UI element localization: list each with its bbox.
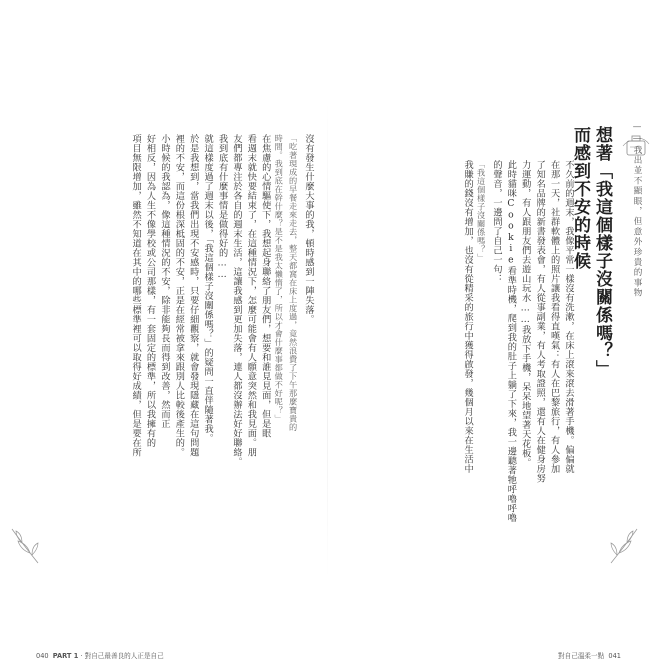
leaf-branch-icon bbox=[607, 525, 641, 565]
paragraph: 項目無限增加，雖然不知道在其中的哪些標準裡可以取得好成績，但是要在所 bbox=[130, 134, 142, 457]
paragraph: 力運動，有人跟朋友們去遊山玩水……我放下手機，呆呆地望著天花板。 bbox=[519, 160, 531, 468]
chapter-title-line-2: 而感到不安的時候 bbox=[570, 126, 590, 270]
paragraph: 不久前的週末，我像平常一樣沒有洗漱，在床上滾來滾去滑著手機。偏偏就 bbox=[563, 160, 574, 474]
paragraph: 的聲音，一邊問了自己一句： bbox=[490, 160, 502, 284]
paragraph: 我賺的錢沒有增加，也沒有從精采的旅行中獲得啟發，幾個月以來在生活中 bbox=[462, 160, 474, 474]
right-page-body bbox=[460, 160, 575, 600]
quote-line: 「我這個樣子沒關係嗎？」 bbox=[476, 160, 487, 262]
paragraph: 小時候的我認為，像這種情況的不安，除非能夠長而得到改善，然而正 bbox=[158, 134, 170, 429]
folio-right bbox=[558, 650, 621, 660]
running-head: 對自己溫柔一點 bbox=[558, 652, 605, 660]
left-page-body bbox=[128, 134, 315, 574]
right-page bbox=[328, 120, 655, 660]
running-head: ‧ 對自己最善良的人正是自己 bbox=[80, 652, 164, 660]
paragraph: 了知名品牌的新書發表會，有人從事副業，有人考取證照，還有人在健身房努 bbox=[534, 160, 546, 483]
paragraph: 此時貓咪Cookie看準時機，爬到我的肚子上躺了下來，我一邊聽著牠呼嚕呼嚕 bbox=[505, 160, 517, 523]
part-label: PART 1 bbox=[52, 652, 79, 660]
page-number: 040 bbox=[36, 652, 49, 660]
paragraph: 沒有發生什麼大事的我，頓時感到一陣失落。 bbox=[303, 134, 314, 324]
quote-line: 時間。我到底在幹什麼？是不是我太懶惰了，所以才會什麼事都做不好呢？」 bbox=[274, 134, 285, 423]
paragraph: 就這樣度過了週末以後，「我這個樣子沒關係嗎？」的疑問一直伴隨著我。 bbox=[202, 134, 214, 443]
paragraph: 我到底有什麼事情是做得好的…… bbox=[216, 134, 228, 281]
paragraph: 友們都專注於各自的週末生活，這讓我感到更加失落，連人都沒辦法好好聯絡。 bbox=[230, 134, 242, 467]
chapter-subtitle: ——我出並不顯眼，但意外珍貴的事物 bbox=[632, 122, 642, 299]
paragraph: 裡的不安，而這份根深柢固的不安，正是在經常被拿來跟別人比較後產生的。 bbox=[173, 134, 185, 457]
paragraph: 在焦慮的心情驅使下，我想起身聯絡了朋友們，想要和誰見見面，但是眼 bbox=[259, 134, 271, 438]
paragraph: 於是我想到，當我們出現不安感時，只要仔細觀察，就會發現隱藏在這句問題 bbox=[187, 134, 199, 457]
paragraph: 看週末就快要結束了，在這種情況下，怎麼可能會有人願意突然和我見面。朋 bbox=[245, 134, 257, 457]
page-number: 041 bbox=[608, 652, 621, 660]
paragraph: 在那一天，社群軟體上的照片讓我看得直嘆氣：有人在巴黎旅行，有人參加 bbox=[548, 160, 560, 474]
chapter-title bbox=[569, 126, 613, 378]
paragraph: 好相反，因為人生不像學校或公司那樣，有一套固定的標準，所以我擁有的 bbox=[144, 134, 156, 448]
left-page bbox=[0, 120, 327, 660]
chapter-title-line-1: 想著「我這個樣子沒關係嗎？」 bbox=[592, 126, 612, 378]
folio-left bbox=[36, 650, 164, 660]
leaf-branch-icon bbox=[8, 525, 42, 565]
quote-line: 「吃著現成的早餐走來走去，整天都窩在床上度過，竟然浪費了下午那麼寶貴的 bbox=[288, 134, 299, 432]
